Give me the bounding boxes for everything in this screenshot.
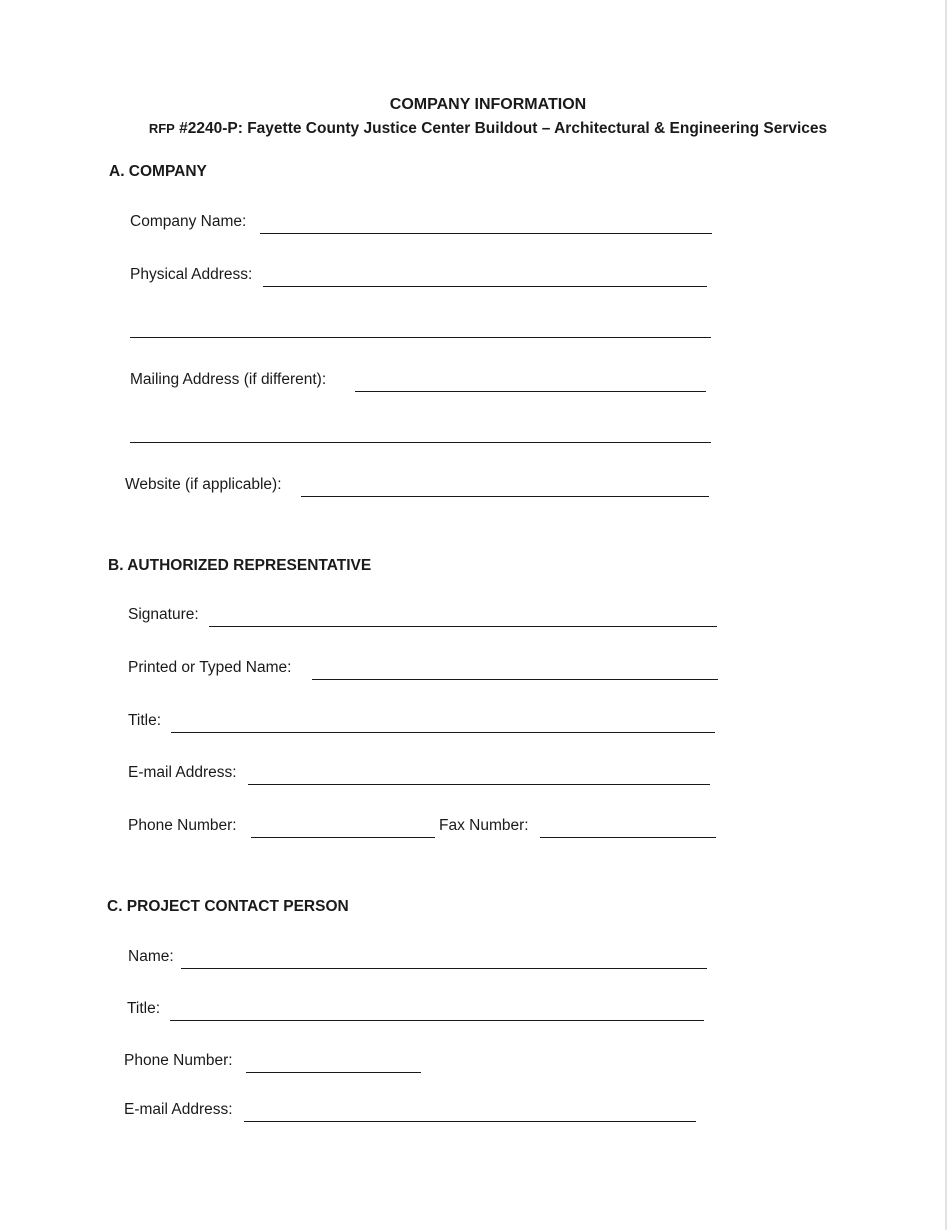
website-field[interactable] [125,475,709,497]
contact-title-input-line[interactable] [170,1020,704,1021]
contact-phone-label: Phone Number: [124,1052,233,1069]
rep-title-label: Title: [128,712,162,729]
rfp-prefix: RFP [148,121,175,136]
physical-address-label: Physical Address: [130,266,253,283]
printed-name-field[interactable] [128,658,718,680]
website-input-line[interactable] [301,496,709,497]
rfp-subtitle [0,120,950,138]
company-name-field[interactable] [130,212,712,234]
rep-title-input-line[interactable] [171,732,715,733]
contact-name-input-line[interactable] [181,968,707,969]
contact-name-field[interactable] [128,947,707,969]
company-name-input-line[interactable] [260,233,712,234]
signature-input-line[interactable] [209,626,717,627]
website-label: Website (if applicable): [125,476,282,493]
rep-email-label: E-mail Address: [128,764,237,781]
mailing-address-label: Mailing Address (if different): [130,371,327,388]
printed-name-input-line[interactable] [312,679,718,680]
rep-phone-field[interactable] [128,816,435,838]
contact-phone-field[interactable] [124,1051,421,1073]
rep-fax-label: Fax Number: [439,817,529,834]
section-a-heading: A. COMPANY [109,163,207,180]
mailing-address-input-line[interactable] [355,391,706,392]
mailing-address-line-2[interactable] [130,442,711,443]
printed-name-label: Printed or Typed Name: [128,659,292,676]
contact-title-field[interactable] [127,999,704,1021]
contact-title-label: Title: [127,1000,161,1017]
mailing-address-field[interactable] [130,370,706,392]
rep-phone-input-line[interactable] [251,837,435,838]
rep-email-field[interactable] [128,763,710,785]
rfp-description: #2240-P: Fayette County Justice Center Buildout – Architectural & Engineering Services [179,120,828,137]
physical-address-field[interactable] [130,265,707,287]
company-name-label: Company Name: [130,213,247,230]
page-edge-shadow [945,0,947,1230]
section-c-heading: C. PROJECT CONTACT PERSON [107,898,349,915]
rep-title-field[interactable] [128,711,715,733]
rep-email-input-line[interactable] [248,784,710,785]
contact-email-field[interactable] [124,1100,696,1122]
physical-address-input-line[interactable] [263,286,707,287]
contact-email-label: E-mail Address: [124,1101,233,1118]
rep-phone-label: Phone Number: [128,817,237,834]
section-b-heading: B. AUTHORIZED REPRESENTATIVE [108,557,372,574]
signature-label: Signature: [128,606,199,623]
rep-fax-field[interactable] [439,816,716,838]
signature-field[interactable] [128,605,717,627]
contact-phone-input-line[interactable] [246,1072,421,1073]
contact-name-label: Name: [128,948,174,965]
rep-fax-input-line[interactable] [540,837,716,838]
page-title: COMPANY INFORMATION [389,96,587,113]
physical-address-line-2[interactable] [130,337,711,338]
contact-email-input-line[interactable] [244,1121,696,1122]
